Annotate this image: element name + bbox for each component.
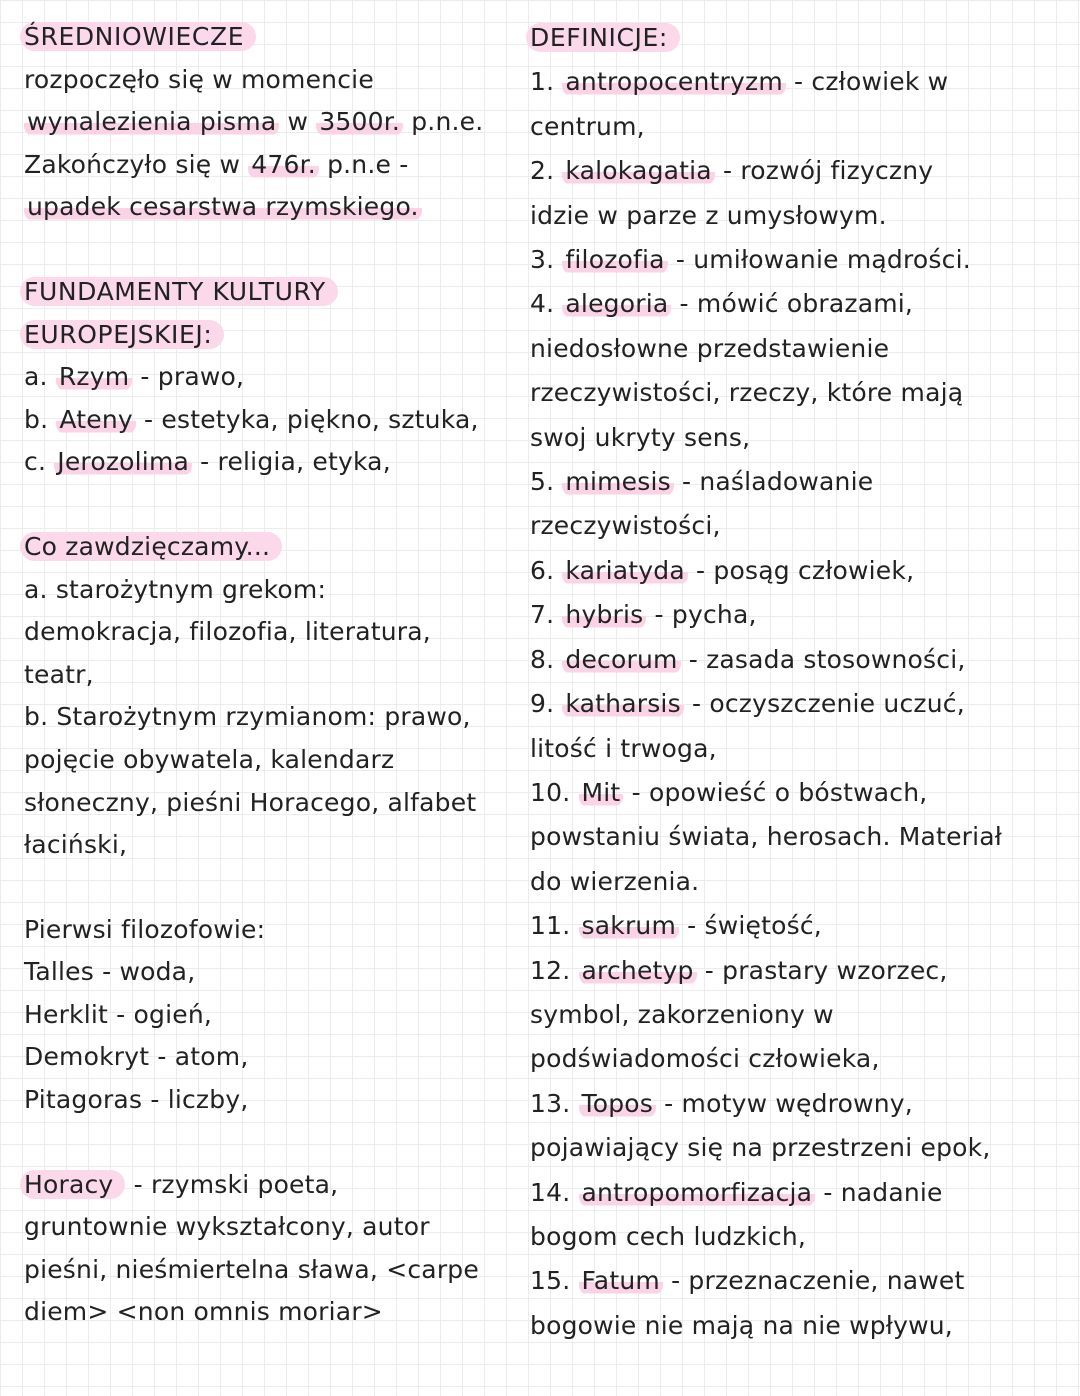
- left-column: [24, 16, 506, 1334]
- list-item: Herklit - ogień,: [24, 999, 213, 1029]
- definition-item: 15. Fatum - przeznaczenie, nawet: [530, 1266, 965, 1296]
- definition-item: 13. Topos - motyw wędrowny,: [530, 1088, 913, 1118]
- text-line: słoneczny, pieśni Horacego, alfabet: [24, 787, 477, 817]
- definition-item: 9. katharsis - oczyszczenie uczuć,: [530, 689, 965, 719]
- text-line: rzeczywistości, rzeczy, które mają: [530, 378, 964, 408]
- text-line: b. Starożytnym rzymianom: prawo,: [24, 702, 471, 732]
- list-item: a. Rzym - prawo,: [24, 362, 245, 392]
- section-title-fundamenty-2: EUROPEJSKIEJ:: [24, 314, 506, 357]
- definition-item: 8. decorum - zasada stosowności,: [530, 644, 966, 674]
- text-line: litość i trwoga,: [530, 733, 717, 763]
- definition-item: 1. antropocentryzm - człowiek w: [530, 67, 949, 97]
- definition-item: 3. filozofia - umiłowanie mądrości.: [530, 245, 971, 275]
- list-item: b. Ateny - estetyka, piękno, sztuka,: [24, 404, 479, 434]
- text-line: idzie w parze z umysłowym.: [530, 200, 887, 230]
- definition-item: 14. antropomorfizacja - nadanie: [530, 1177, 943, 1207]
- text-line: swoj ukryty sens,: [530, 422, 751, 452]
- section-title-definicje: DEFINICJE:: [530, 16, 1058, 60]
- definition-item: 7. hybris - pycha,: [530, 600, 757, 630]
- text-line: niedosłowne przedstawienie: [530, 333, 890, 363]
- text-line: wynalezienia pisma w 3500r. p.n.e.: [24, 101, 506, 144]
- text-line: łaciński,: [24, 830, 128, 860]
- definition-item: 10. Mit - opowieść o bóstwach,: [530, 777, 928, 807]
- text-line: symbol, zakorzeniony w: [530, 999, 834, 1029]
- section-title-sredniowiecze: ŚREDNIOWIECZE: [24, 16, 506, 59]
- text-line: podświadomości człowieka,: [530, 1044, 880, 1074]
- text-line: upadek cesarstwa rzymskiego.: [24, 186, 506, 229]
- list-item: Demokryt - atom,: [24, 1042, 249, 1072]
- section-title-filozofowie: Pierwsi filozofowie:: [24, 914, 266, 944]
- text-line: powstaniu świata, herosach. Materiał: [530, 822, 1003, 852]
- text-line: rzeczywistości,: [530, 511, 721, 541]
- text-line: demokracja, filozofia, literatura,: [24, 617, 431, 647]
- text-line: Zakończyło się w 476r. p.n.e -: [24, 149, 409, 179]
- text-line: a. starożytnym grekom:: [24, 574, 327, 604]
- definition-item: 6. kariatyda - posąg człowiek,: [530, 555, 915, 585]
- text-line: pieśni, nieśmiertelna sława, <carpe: [24, 1254, 479, 1284]
- text-line: rozpoczęło się w momencie: [24, 64, 374, 94]
- text-line: pojawiający się na przestrzeni epok,: [530, 1133, 991, 1163]
- section-title-zawdzieczamy: Co zawdzięczamy...: [24, 526, 506, 569]
- text-line: teatr,: [24, 659, 94, 689]
- section-title-fundamenty: FUNDAMENTY KULTURY: [24, 271, 506, 314]
- text-line: bogom cech ludzkich,: [530, 1221, 807, 1251]
- text-line: diem> <non omnis moriar>: [24, 1297, 383, 1327]
- definition-item: 4. alegoria - mówić obrazami,: [530, 289, 914, 319]
- list-item: Pitagoras - liczby,: [24, 1085, 249, 1115]
- text-line: do wierzenia.: [530, 866, 700, 896]
- text-line: gruntownie wykształcony, autor: [24, 1212, 430, 1242]
- definition-item: 11. sakrum - świętość,: [530, 911, 822, 941]
- right-column: [530, 16, 1058, 1348]
- list-item: c. Jerozolima - religia, etyka,: [24, 447, 391, 477]
- definition-item: 12. archetyp - prastary wzorzec,: [530, 955, 948, 985]
- list-item: Talles - woda,: [24, 957, 196, 987]
- text-line: pojęcie obywatela, kalendarz: [24, 744, 395, 774]
- text-line: Horacy - rzymski poeta,: [24, 1164, 506, 1207]
- definition-item: 5. mimesis - naśladowanie: [530, 467, 874, 497]
- definition-item: 2. kalokagatia - rozwój fizyczny: [530, 156, 934, 186]
- text-line: centrum,: [530, 111, 645, 141]
- text-line: bogowie nie mają na nie wpływu,: [530, 1310, 953, 1340]
